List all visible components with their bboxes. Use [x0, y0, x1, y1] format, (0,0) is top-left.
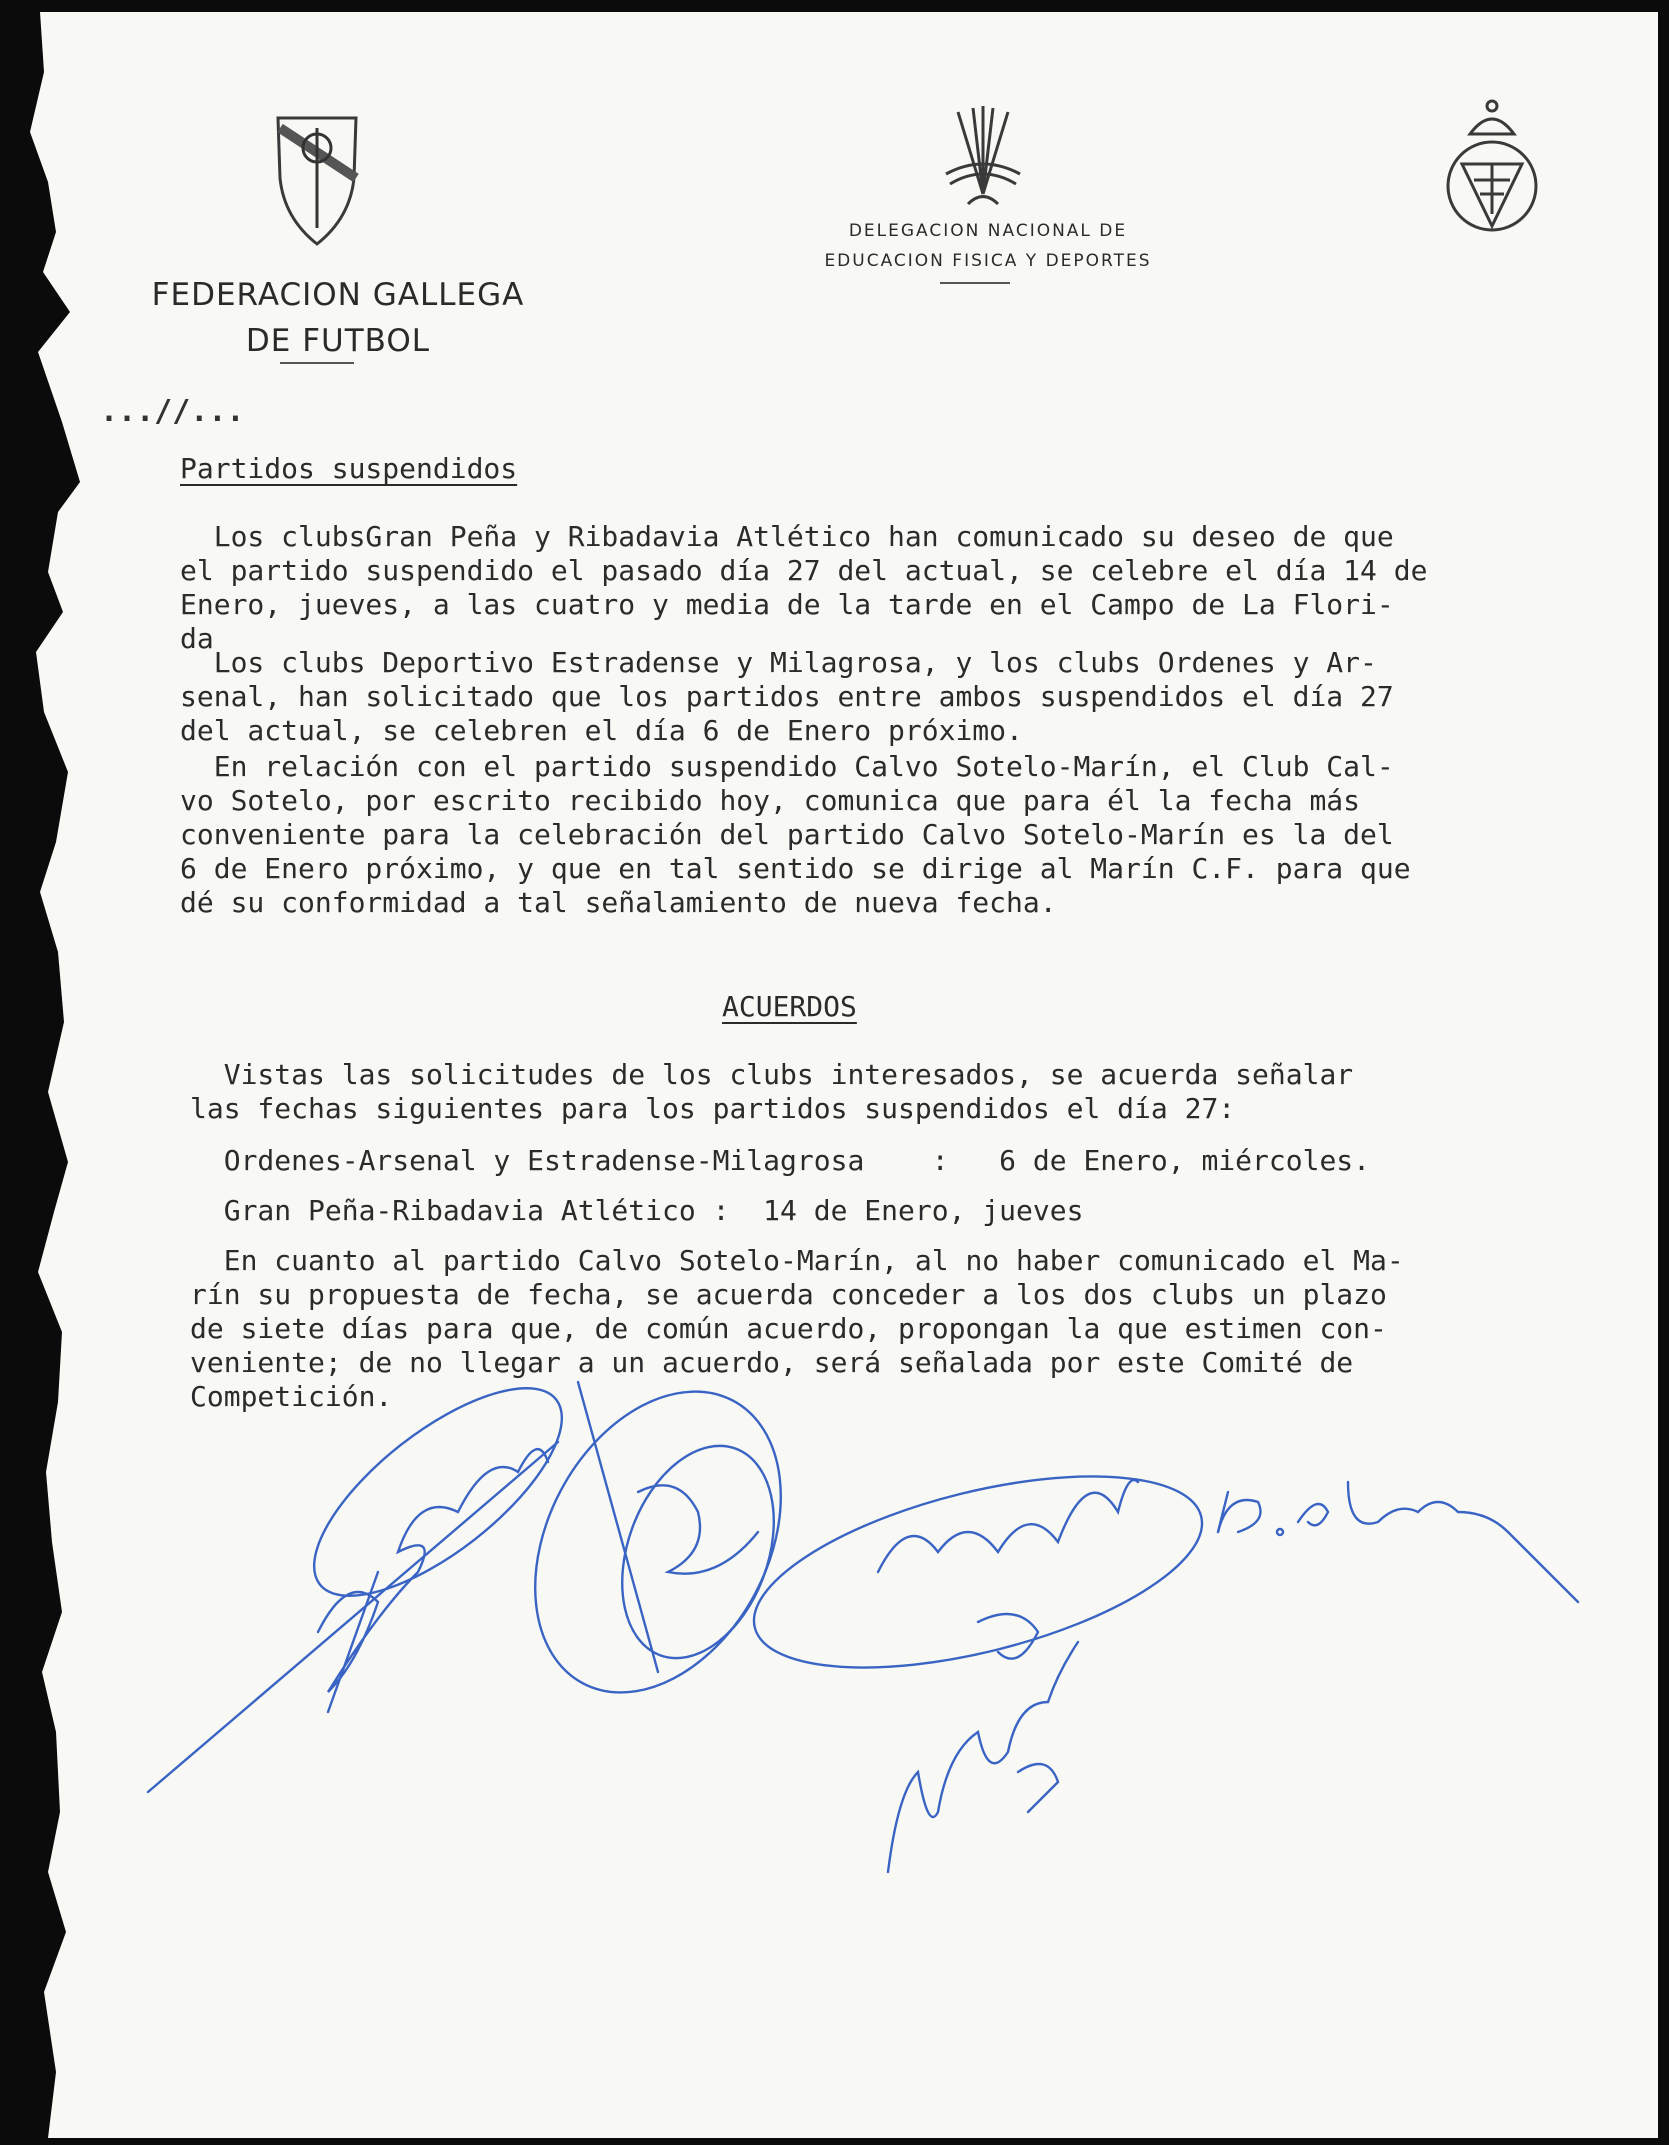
body-line: Competición.	[190, 1380, 393, 1413]
section-title-partidos-suspendidos: Partidos suspendidos	[180, 452, 518, 485]
federation-shield-emblem	[272, 108, 362, 248]
body-line: En cuanto al partido Calvo Sotelo-Marín, al no haber comunicado el Ma-	[190, 1244, 1404, 1277]
delegation-letterhead	[758, 216, 1218, 276]
body-line: vo Sotelo, por escrito recibido hoy, comunica que para él la fecha más	[180, 784, 1361, 817]
agreement-line: Gran Peña-Ribadavia Atlético : 14 de Enero, jueves	[190, 1194, 1084, 1227]
body-line: rín su propuesta de fecha, se acuerda conceder a los dos clubs un plazo	[190, 1278, 1387, 1311]
signature-5	[1218, 1482, 1578, 1602]
body-line: senal, han solicitado que los partidos entre ambos suspendidos el día 27	[180, 680, 1394, 713]
agreement-line: Ordenes-Arsenal y Estradense-Milagrosa : 6 de Enero, miércoles.	[190, 1144, 1371, 1177]
letterhead-rule-left	[280, 362, 354, 364]
signature-4	[888, 1642, 1078, 1872]
reference-mark: ...//...	[100, 394, 245, 429]
signature-2	[486, 1349, 830, 1735]
body-line: las fechas siguientes para los partidos suspendidos el día 27:	[190, 1092, 1236, 1125]
body-line: Los clubs Deportivo Estradense y Milagrosa, y los clubs Ordenes y Ar-	[180, 646, 1377, 679]
body-line: 6 de Enero próximo, y que en tal sentido se dirige al Marín C.F. para que	[180, 852, 1411, 885]
body-line: de siete días para que, de común acuerdo, propongan la que estimen con-	[190, 1312, 1387, 1345]
body-line: Vistas las solicitudes de los clubs interesados, se acuerda señalar	[190, 1058, 1354, 1091]
federation-name-line1: FEDERACION GALLEGA	[151, 277, 525, 313]
body-line: del actual, se celebren el día 6 de Enero próximo.	[180, 714, 1023, 747]
signature-3	[735, 1439, 1220, 1706]
signature-1	[148, 1352, 593, 1792]
body-line: Los clubsGran Peña y Ribadavia Atlético han comunicado su deseo de que	[180, 520, 1394, 553]
body-line: En relación con el partido suspendido Calvo Sotelo-Marín, el Club Cal-	[180, 750, 1394, 783]
section-title-acuerdos: ACUERDOS	[722, 990, 857, 1023]
body-line: el partido suspendido el pasado día 27 del actual, se celebre el día 14 de	[180, 554, 1428, 587]
crowned-badge-emblem	[1440, 94, 1544, 244]
body-line: dé su conformidad a tal señalamiento de nueva fecha.	[180, 886, 1057, 919]
body-line: veniente; de no llegar a un acuerdo, será señalada por este Comité de	[190, 1346, 1354, 1379]
delegation-line1: DELEGACION NACIONAL DE	[848, 221, 1128, 241]
body-line: Enero, jueves, a las cuatro y media de la tarde en el Campo de La Flori-	[180, 588, 1394, 621]
federation-letterhead	[78, 272, 598, 364]
federation-name-line2: DE FUTBOL	[245, 323, 431, 359]
letterhead-rule-mid	[940, 282, 1010, 284]
body-line: da	[180, 622, 214, 655]
yoke-arrows-emblem	[938, 104, 1028, 214]
delegation-line2: EDUCACION FISICA Y DEPORTES	[824, 251, 1152, 271]
document-page	[18, 12, 1658, 2138]
body-line: conveniente para la celebración del partido Calvo Sotelo-Marín es la del	[180, 818, 1394, 851]
